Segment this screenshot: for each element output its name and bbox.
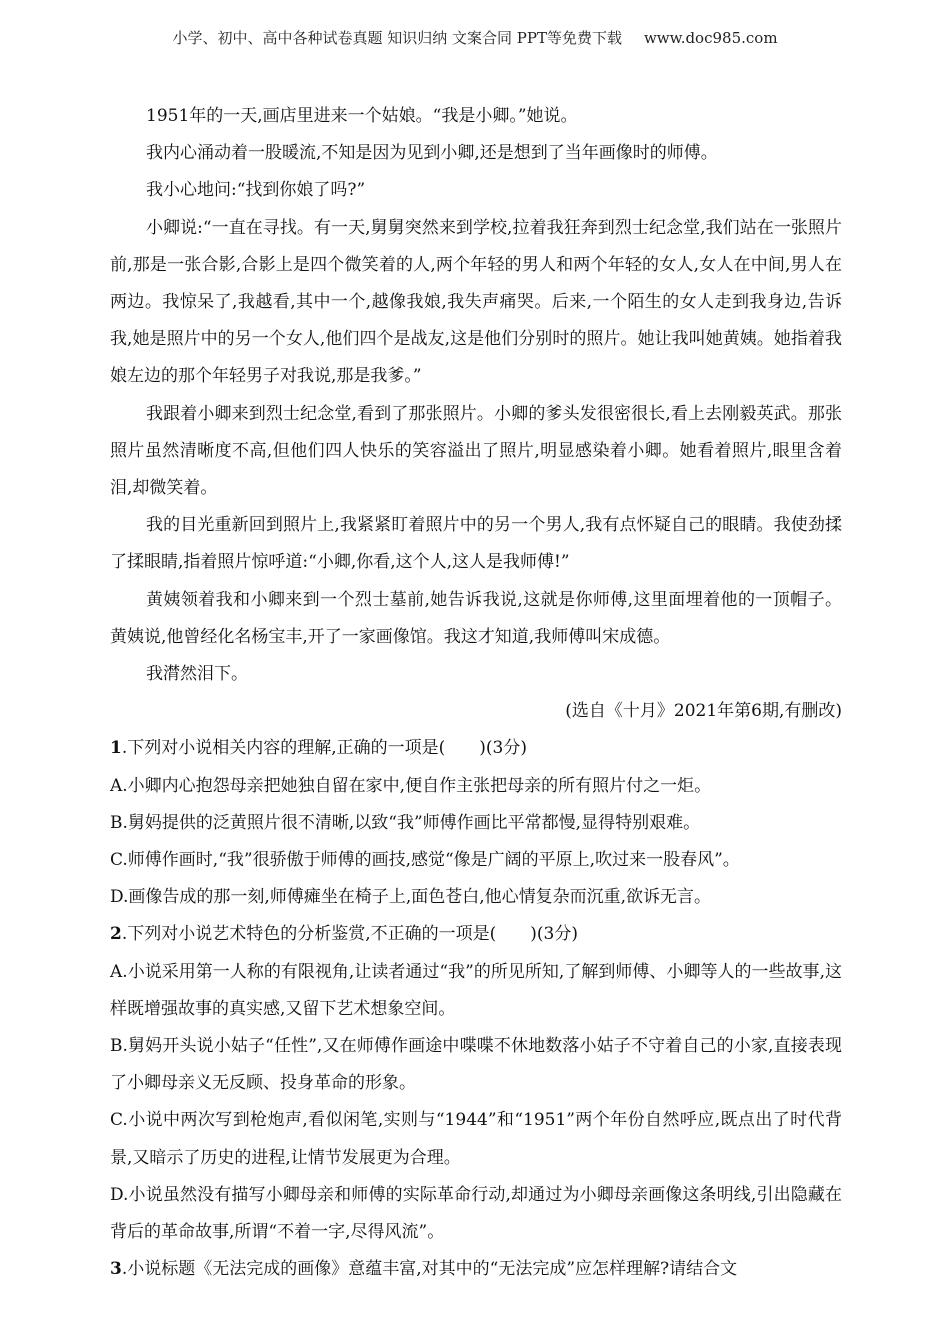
document-body — [110, 98, 842, 1289]
question-2-option-d: D.小说虽然没有描写小卿母亲和师傅的实际革命行动,却通过为小卿母亲画像这条明线,引出隐藏在背后的革命故事,所谓“不着一字,尽得风流”。 — [110, 1184, 842, 1243]
question-2-option-b: B.舅妈开头说小姑子“任性”,又在师傅作画途中喋喋不休地数落小姑子不守着自己的小家,直接表现了小卿母亲义无反顾、投身革命的形象。 — [110, 1036, 842, 1094]
story-paragraph: 我跟着小卿来到烈士纪念堂,看到了那张照片。小卿的爹头发很密很长,看上去刚毅英武。那张照片虽然清晰度不高,但他们四人快乐的笑容溢出了照片,明显感染着小卿。她看着照片,眼里含着泪,却微笑着。 — [110, 403, 842, 499]
page-header — [0, 28, 950, 48]
question-text: .下列对小说艺术特色的分析鉴赏,不正确的一项是( )(3分) — [121, 924, 578, 945]
header-text: 小学、初中、高中各种试卷真题 知识归纳 文案合同 PPT等免费下载 — [172, 29, 622, 47]
header-url[interactable]: www.doc985.com — [643, 29, 778, 47]
question-2-option-a: A.小说采用第一人称的有限视角,让读者通过“我”的所见所知,了解到师傅、小卿等人的一些故事,这样既增强故事的真实感,又留下艺术想象空间。 — [110, 961, 842, 1019]
question-1-option-d: D.画像告成的那一刻,师傅瘫坐在椅子上,面色苍白,他心情复杂而沉重,欲诉无言。 — [110, 887, 712, 908]
story-paragraph: 我的目光重新回到照片上,我紧紧盯着照片中的另一个男人,我有点怀疑自己的眼睛。我使劲揉了揉眼睛,指着照片惊呼道:“小卿,你看,这个人,这人是我师傅!” — [110, 515, 842, 573]
question-1-stem — [110, 730, 842, 767]
story-paragraph: 我内心涌动着一股暖流,不知是因为见到小卿,还是想到了当年画像时的师傅。 — [146, 143, 718, 164]
story-paragraph: 黄姨领着我和小卿来到一个烈士墓前,她告诉我说,这就是你师傅,这里面埋着他的一顶帽子。黄姨说,他曾经化名杨宝丰,开了一家画像馆。我这才知道,我师傅叫宋成德。 — [110, 589, 842, 647]
question-1-option-b: B.舅妈提供的泛黄照片很不清晰,以致“我”师傅作画比平常都慢,显得特别艰难。 — [110, 812, 701, 833]
story-paragraph: 小卿说:“一直在寻找。有一天,舅舅突然来到学校,拉着我狂奔到烈士纪念堂,我们站在一张照片前,那是一张合影,合影上是四个微笑着的人,两个年轻的男人和两个年轻的女人,女人在中间,男人在两边。我惊呆了,我越看,其中一个,越像我娘,我失声痛哭。后来,一个陌生的女人走到我身边,告诉我,她是照片中的另一个女人,他们四个是战友,这是他们分别时的照片。她让我叫她黄姨。她指着我娘左边的那个年轻男子对我说,那是我爹。” — [110, 217, 842, 387]
question-text: .下列对小说相关内容的理解,正确的一项是( )(3分) — [121, 738, 527, 759]
question-number: 2 — [110, 924, 122, 945]
question-1-option-a: A.小卿内心抱怨母亲把她独自留在家中,便自作主张把母亲的所有照片付之一炬。 — [110, 775, 712, 796]
question-2-option-c: C.小说中两次写到枪炮声,看似闲笔,实则与“1944”和“1951”两个年份自然呼应,既点出了时代背景,又暗示了历史的进程,让情节发展更为合理。 — [110, 1110, 842, 1168]
question-1-option-c: C.师傅作画时,“我”很骄傲于师傅的画技,感觉“像是广阔的平原上,吹过来一股春风”。 — [110, 850, 740, 871]
story-paragraph: 1951年的一天,画店里进来一个姑娘。“我是小卿。”她说。 — [146, 106, 578, 126]
question-2-stem — [110, 916, 842, 953]
story-paragraph: 我小心地问:“找到你娘了吗?” — [146, 180, 366, 201]
question-number: 1 — [110, 738, 122, 759]
source-citation: (选自《十月》2021年第6期,有删改) — [565, 701, 842, 722]
question-3-stem — [110, 1251, 842, 1288]
story-paragraph: 我潸然泪下。 — [146, 664, 248, 685]
question-number: 3 — [110, 1259, 122, 1280]
question-text: .小说标题《无法完成的画像》意蕴丰富,对其中的“无法完成”应怎样理解?请结合文 — [121, 1259, 738, 1280]
